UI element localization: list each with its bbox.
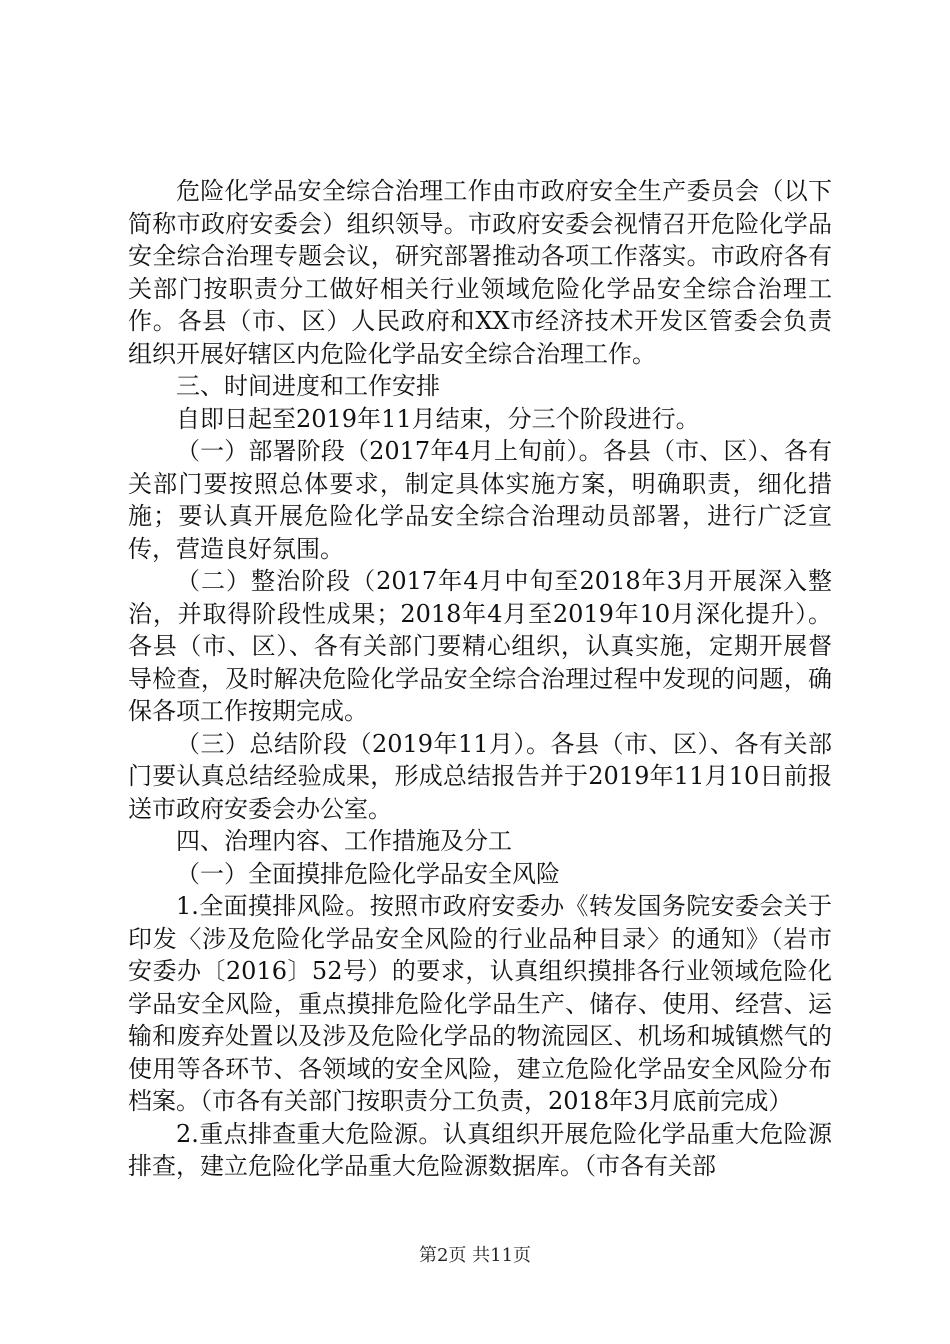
paragraph-schedule-intro: 自即日起至2019年11月结束，分三个阶段进行。: [176, 404, 700, 433]
paragraph-item-2: 2.重点排查重大危险源。认真组织开展危险化学品重大危险源排查，建立危险化学品重大危险源数据库。（市各有关部: [128, 1119, 832, 1180]
document-body: [128, 175, 832, 1183]
paragraph-phase-1: （一）部署阶段（2017年4月上旬前）。各县（市、区）、各有关部门要按照总体要求，制定具体实施方案，明确职责，细化措施；要认真开展危险化学品安全综合治理动员部署，进行广泛宣传，营造良好氛围。: [128, 437, 832, 563]
paragraph-phase-3: （三）总结阶段（2019年11月）。各县（市、区）、各有关部门要认真总结经验成果，形成总结报告并于2019年11月10日前报送市政府安委会办公室。: [128, 729, 832, 823]
paragraph-leadership: 危险化学品安全综合治理工作由市政府安全生产委员会（以下简称市政府安委会）组织领导。市政府安委会视情召开危险化学品安全综合治理专题会议，研究部署推动各项工作落实。市政府各有关部门按职责分工做好相关行业领域危险化学品安全综合治理工作。各县（市、区）人民政府和XX市经济技术开发区管委会负责组织开展好辖区内危险化学品安全综合治理工作。: [128, 177, 832, 368]
subsection-heading-1: （一）全面摸排危险化学品安全风险: [176, 859, 560, 888]
paragraph-phase-2: （二）整治阶段（2017年4月中旬至2018年3月开展深入整治，并取得阶段性成果；2018年4月至2019年10月深化提升）。各县（市、区）、各有关部门要精心组织，认真实施，定期开展督导检查，及时解决危险化学品安全综合治理过程中发现的问题，确保各项工作按期完成。: [128, 567, 832, 725]
section-heading-4: 四、治理内容、工作措施及分工: [176, 827, 512, 855]
paragraph-item-1: 1.全面摸排风险。按照市政府安委办《转发国务院安委会关于印发〈涉及危险化学品安全风险的行业品种目录〉的通知》（岩市安委办〔2016〕52号）的要求，认真组织摸排各行业领域危险化学品安全风险，重点摸排危险化学品生产、储存、使用、经营、运输和废弃处置以及涉及危险化学品的物流园区、机场和城镇燃气的使用等各环节、各领域的安全风险，建立危险化学品安全风险分布档案。（市各有关部门按职责分工负责，2018年3月底前完成）: [128, 892, 832, 1115]
page-number-footer: 第2页 共11页: [418, 1245, 532, 1266]
section-heading-3: 三、时间进度和工作安排: [176, 372, 440, 400]
